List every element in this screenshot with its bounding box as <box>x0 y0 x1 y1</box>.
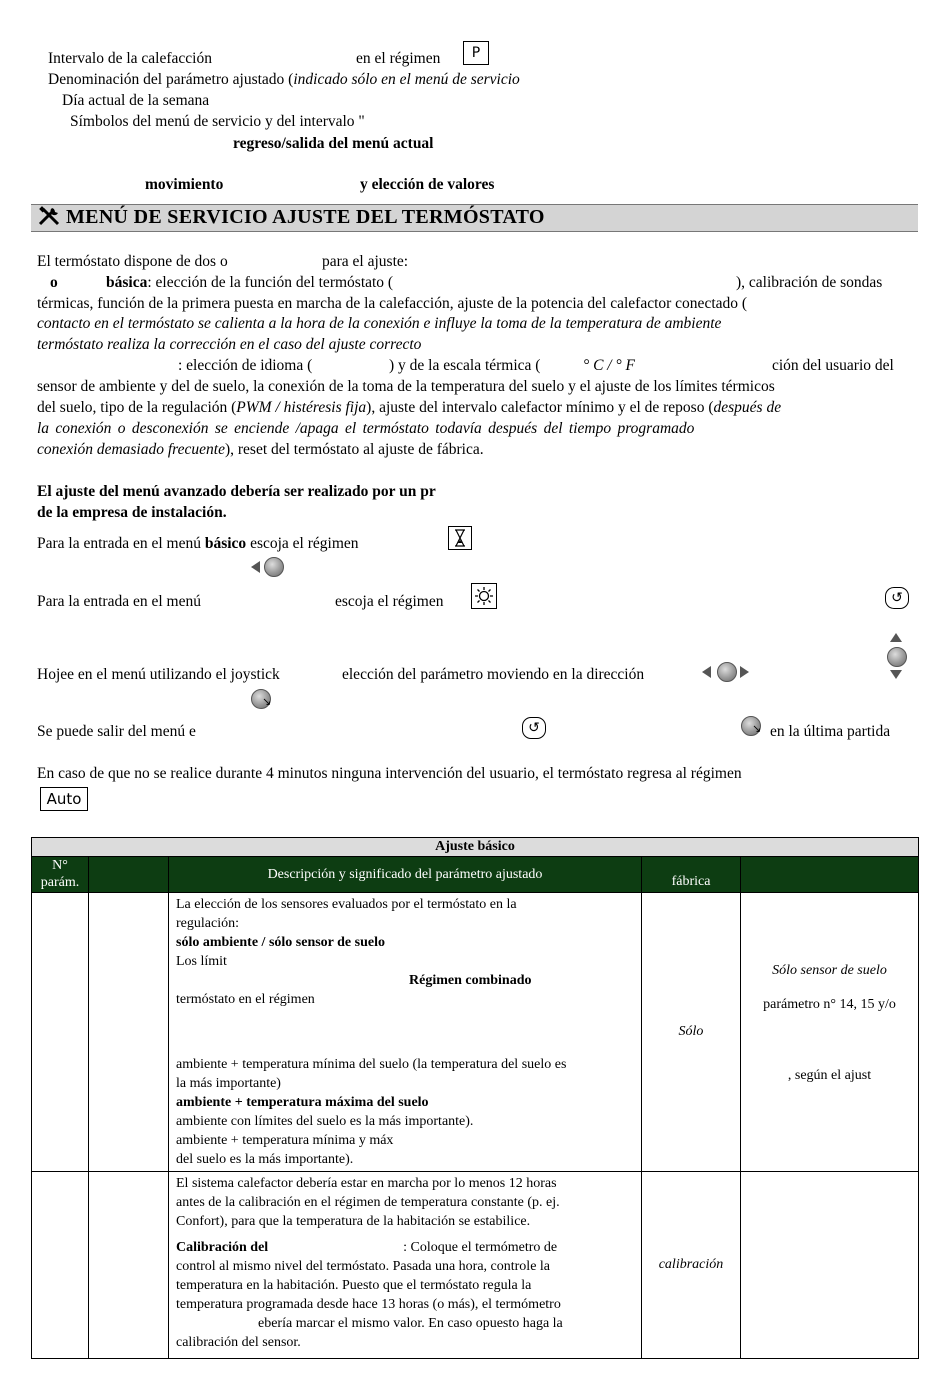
instruction-parameter-selection: elección del parámetro moviendo en la dirección <box>342 666 645 683</box>
joystick-vertical-icon[interactable] <box>887 647 907 667</box>
table-header-row <box>32 857 919 893</box>
intro-for-setting: para el ajuste: <box>322 253 409 270</box>
basic-settings-table <box>31 837 919 1359</box>
back-button-icon[interactable]: ↺ <box>885 587 909 609</box>
auto-mode-icon: Auto <box>40 787 88 811</box>
table-row <box>32 1172 919 1359</box>
row2-blank <box>89 1172 169 1359</box>
advanced-scale-units: ° C / ° F <box>583 357 636 374</box>
header-factory: fábrica <box>642 857 741 893</box>
legend-parameter-name: Denominación del parámetro ajustado (indicado sólo en el menú de servicio <box>48 71 520 88</box>
legend-heating-interval: Intervalo de la calefacción <box>48 50 212 67</box>
advanced-line5: conexión demasiado frecuente), reset del termóstato al ajuste de fábrica. <box>37 441 484 458</box>
joystick-down-arrow-icon <box>890 670 902 679</box>
joystick-left-icon <box>702 666 711 678</box>
section-title: MENÚ DE SERVICIO AJUSTE DEL TERMÓSTATO <box>66 206 545 228</box>
advanced-user-selection: ción del usuario del <box>772 357 894 374</box>
tools-icon <box>37 205 63 232</box>
advanced-line2: sensor de ambiente y del de suelo, la conexión de la toma de la temperatura del suelo y el ajuste de los límites térmicos <box>37 378 775 395</box>
back-button-icon-2[interactable]: ↺ <box>522 717 546 739</box>
row1-param-number <box>32 893 89 1172</box>
header-notes <box>741 857 919 893</box>
mode-p-icon: P <box>463 41 489 65</box>
joystick-horizontal-icon[interactable] <box>717 662 737 682</box>
instruction-exit: Se puede salir del menú e <box>37 723 196 740</box>
header-blank <box>89 857 169 893</box>
header-description: Descripción y significado del parámetro ajustado <box>169 857 642 893</box>
row2-notes <box>741 1172 919 1359</box>
table-caption: Ajuste básico <box>32 838 919 857</box>
instruction-advanced-regime: escoja el régimen <box>335 593 444 610</box>
advanced-line4: la conexión o desconexión se enciende /apaga el termóstato todavía después del tiempo programado <box>37 420 695 437</box>
legend-current-day: Día actual de la semana <box>62 92 210 109</box>
table-row <box>32 893 919 1172</box>
row1-factory-value: Sólo <box>642 893 741 1172</box>
row1-description: La elección de los sensores evaluados por el termóstato en la regulación: sólo ambiente / sólo sensor de suelo Los límit Régimen combinado termóstato en el régimen ambiente + temperatura mínima del suelo (la temperatura del suelo es la más importante) ambiente + temperatura máxima del suelo ambiente con límites del suelo es la más importante). ambiente + temperatura mínima y máx del suelo es la más importante). <box>169 893 642 1172</box>
intro-two-options: El termóstato dispone de dos o <box>37 253 228 270</box>
basic-menu-calibration: ), calibración de sondas <box>736 274 883 291</box>
press-arrow-icon: ↘ <box>262 695 272 708</box>
joystick-right-icon <box>740 666 749 678</box>
advanced-scale: ) y de la escala térmica ( <box>389 357 541 374</box>
basic-menu-line3: contacto en el termóstato se calienta a la hora de la conexión e influye la toma de la temperatura de ambiente <box>37 315 722 332</box>
joystick-left-arrow-icon <box>251 561 260 573</box>
instruction-timeout: En caso de que no se realice durante 4 minutos ninguna intervención del usuario, el termóstato regresa al régimen <box>37 765 742 782</box>
joystick-icon[interactable] <box>264 557 284 577</box>
legend-regime-label: en el régimen <box>356 50 441 67</box>
instruction-last-item: en la última partida <box>770 723 891 740</box>
legend-movement: movimiento <box>145 176 224 193</box>
advanced-language: : elección de idioma ( <box>178 357 313 374</box>
hourglass-icon <box>448 526 472 550</box>
basic-menu-line4: termóstato realiza la corrección en el caso del ajuste correcto <box>37 336 422 353</box>
legend-service-symbols: Símbolos del menú de servicio y del intervalo " <box>70 113 365 130</box>
row1-notes: Sólo sensor de suelo parámetro n° 14, 15 y/o , según el ajust <box>741 893 919 1172</box>
row2-description: El sistema calefactor debería estar en marcha por lo menos 12 horas antes de la calibración en el régimen de temperatura constante (p. ej. Confort), para que la temperatura de la habitación se estabilice. Calibración del : Coloque el termómetro de control al mismo nivel del termóstato. Pasada una hora, controle la temperatura en la habitación. Puesto que el termóstato regula la temperatura programada desde hace 13 horas (o más), el termómetro ebería marcar el mismo valor. En caso opuesto haga la calibración del sensor. <box>169 1172 642 1359</box>
row2-param-number <box>32 1172 89 1359</box>
advanced-line3: del suelo, tipo de la regulación (PWM / histéresis fija), ajuste del intervalo calefactor mínimo y el de reposo (después de <box>37 399 782 416</box>
sun-icon <box>471 583 497 609</box>
legend-return-exit: regreso/salida del menú actual <box>233 135 434 152</box>
header-param-number: N° parám. <box>32 857 89 893</box>
row1-blank <box>89 893 169 1172</box>
warning-line1: El ajuste del menú avanzado debería ser realizado por un pr <box>37 483 436 500</box>
basic-menu-description: básica: elección de la función del termóstato ( <box>106 274 394 291</box>
basic-menu-line2: térmicas, función de la primera puesta en marcha de la calefacción, ajuste de la potencia del calefactor conectado ( <box>37 295 748 312</box>
row2-factory-value: calibración <box>642 1172 741 1359</box>
instruction-advanced-menu: Para la entrada en el menú <box>37 593 201 610</box>
warning-line2: de la empresa de instalación. <box>37 504 227 521</box>
legend-value-selection: y elección de valores <box>360 176 495 193</box>
joystick-up-arrow-icon <box>890 633 902 642</box>
instruction-browse: Hojee en el menú utilizando el joystick <box>37 666 280 683</box>
press-arrow-icon-2: ↘ <box>752 722 762 735</box>
basic-bullet: o <box>50 274 58 291</box>
instruction-basic-menu: Para la entrada en el menú básico escoja el régimen <box>37 535 359 552</box>
